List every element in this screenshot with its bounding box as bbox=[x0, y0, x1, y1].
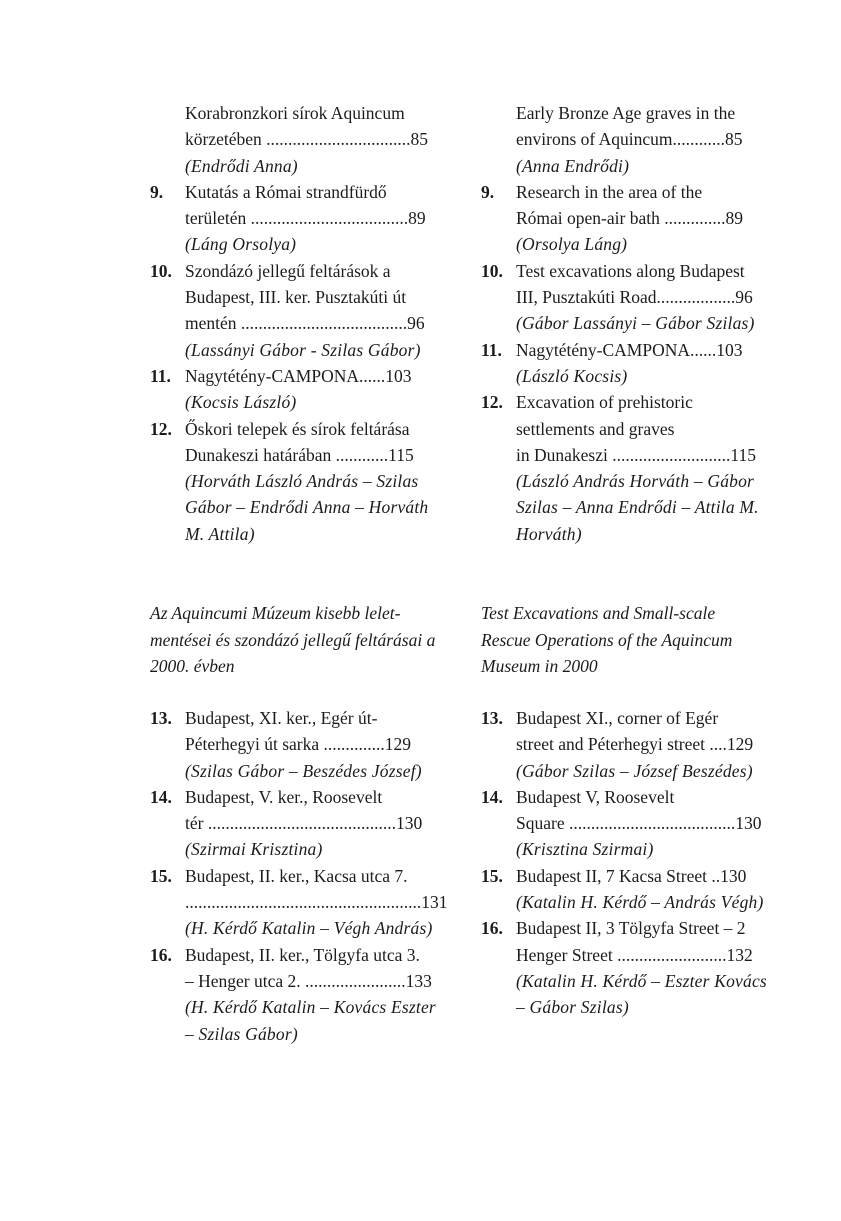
entry-author: (Kocsis László) bbox=[185, 392, 297, 413]
entry-title: Budapest V, Roosevelt Square ......................................130 bbox=[516, 786, 762, 834]
entry-title: Early Bronze Age graves in the environs of Aquincum............85 bbox=[516, 103, 743, 150]
toc-entry bbox=[150, 705, 450, 784]
entry-title: Nagytétény-CAMPONA......103 bbox=[516, 339, 743, 360]
toc-hungarian-bottom bbox=[150, 705, 450, 1047]
toc-entry bbox=[481, 258, 781, 337]
toc-english-bottom bbox=[481, 705, 781, 1021]
entry-author: (Lassányi Gábor - Szilas Gábor) bbox=[185, 339, 421, 360]
entry-author: (László Kocsis) bbox=[516, 365, 628, 386]
entry-number: 13. bbox=[481, 708, 503, 728]
toc-entry bbox=[481, 100, 781, 179]
entry-number: 12. bbox=[481, 392, 503, 413]
section-heading-hungarian: Az Aquincumi Múzeum kisebb lelet- mentései és szondázó jellegű feltárásai a 2000. évben bbox=[150, 603, 436, 676]
entry-title: Korabronzkori sírok Aquincum körzetében .................................85 bbox=[185, 103, 429, 150]
entry-author: (Katalin H. Kérdő – Eszter Kovács – Gábor Szilas) bbox=[516, 970, 767, 1018]
entry-number: 11. bbox=[481, 339, 502, 360]
entry-title: Budapest, II. ker., Kacsa utca 7. ......................................................131 bbox=[185, 865, 448, 913]
entry-title: Budapest, V. ker., Roosevelt tér ...........................................130 bbox=[185, 786, 423, 834]
toc-entry bbox=[150, 179, 450, 258]
entry-number: 16. bbox=[481, 918, 503, 939]
entry-author: (László András Horváth – Gábor Szilas – Anna Endrődi – Attila M. Horváth) bbox=[516, 471, 759, 544]
entry-author: (Endrődi Anna) bbox=[185, 155, 298, 176]
entry-author: (Gábor Lassányi – Gábor Szilas) bbox=[516, 313, 755, 334]
toc-entry bbox=[481, 705, 781, 784]
entry-number: 14. bbox=[150, 786, 172, 807]
entry-number: 15. bbox=[481, 865, 503, 886]
entry-title: Test excavations along Budapest III, Pusztakúti Road..................96 bbox=[516, 260, 753, 308]
entry-number: 9. bbox=[150, 181, 164, 202]
entry-title: Kutatás a Római strandfürdő területén ....................................89 bbox=[185, 181, 426, 229]
entry-author: (Krisztina Szirmai) bbox=[516, 839, 654, 860]
entry-author: (Gábor Szilas – József Beszédes) bbox=[516, 760, 753, 781]
entry-number bbox=[150, 100, 185, 153]
entry-author: (Szilas Gábor – Beszédes József) bbox=[185, 760, 422, 781]
entry-number: 10. bbox=[150, 260, 172, 281]
entry-title: Research in the area of the Római open-air bath ..............89 bbox=[516, 181, 743, 229]
toc-entry bbox=[150, 863, 450, 942]
entry-number: 11. bbox=[150, 365, 171, 386]
entry-number: 15. bbox=[150, 865, 172, 886]
entry-number: 14. bbox=[481, 786, 503, 807]
entry-number: 16. bbox=[150, 944, 172, 965]
entry-title: Budapest II, 7 Kacsa Street ..130 bbox=[516, 865, 747, 886]
entry-title: Őskori telepek és sírok feltárása Dunakeszi határában ............115 bbox=[185, 418, 414, 465]
entry-author: (Horváth László András – Szilas Gábor – Endrődi Anna – Horváth M. Attila) bbox=[185, 471, 429, 544]
entry-author: (Anna Endrődi) bbox=[516, 155, 630, 176]
section-heading-english: Test Excavations and Small-scale Rescue Operations of the Aquincum Museum in 2000 bbox=[481, 603, 733, 676]
toc-hungarian-top bbox=[150, 100, 450, 547]
toc-entry bbox=[150, 258, 450, 363]
entry-title: Excavation of prehistoric settlements and graves in Dunakeszi ...........................115 bbox=[516, 392, 756, 465]
entry-author: (Szirmai Krisztina) bbox=[185, 839, 323, 860]
entry-title: Budapest XI., corner of Egér street and Péterhegyi street ....129 bbox=[516, 708, 754, 755]
entry-number bbox=[481, 100, 516, 153]
toc-entry bbox=[150, 416, 450, 547]
entry-author: (H. Kérdő Katalin – Kovács Eszter – Szilas Gábor) bbox=[185, 997, 436, 1044]
toc-entry bbox=[481, 784, 781, 863]
entry-author: (Láng Orsolya) bbox=[185, 234, 297, 255]
toc-entry bbox=[150, 100, 450, 179]
toc-entry bbox=[481, 863, 781, 916]
toc-entry bbox=[150, 942, 450, 1047]
entry-number: 10. bbox=[481, 260, 503, 281]
toc-entry bbox=[481, 179, 781, 258]
entry-title: Szondázó jellegű feltárások a Budapest, III. ker. Pusztakúti út mentén ......................................96 bbox=[185, 260, 425, 334]
entry-title: Budapest II, 3 Tölgyfa Street – 2 Henger Street .........................132 bbox=[516, 918, 753, 965]
toc-entry bbox=[481, 389, 781, 547]
toc-entry bbox=[481, 915, 781, 1020]
entry-author: (Katalin H. Kérdő – András Végh) bbox=[516, 892, 764, 913]
toc-entry bbox=[481, 337, 781, 390]
entry-title: Budapest, XI. ker., Egér út- Péterhegyi út sarka ..............129 bbox=[185, 708, 411, 755]
toc-english-top bbox=[481, 100, 781, 547]
entry-author: (Orsolya Láng) bbox=[516, 234, 628, 255]
entry-number: 13. bbox=[150, 708, 172, 728]
toc-entry bbox=[150, 363, 450, 416]
toc-entry bbox=[150, 784, 450, 863]
entry-title: Nagytétény-CAMPONA......103 bbox=[185, 365, 412, 386]
entry-number: 12. bbox=[150, 418, 172, 439]
entry-number: 9. bbox=[481, 181, 495, 202]
entry-author: (H. Kérdő Katalin – Végh András) bbox=[185, 918, 433, 939]
entry-title: Budapest, II. ker., Tölgyfa utca 3. – Henger utca 2. .......................133 bbox=[185, 944, 432, 991]
